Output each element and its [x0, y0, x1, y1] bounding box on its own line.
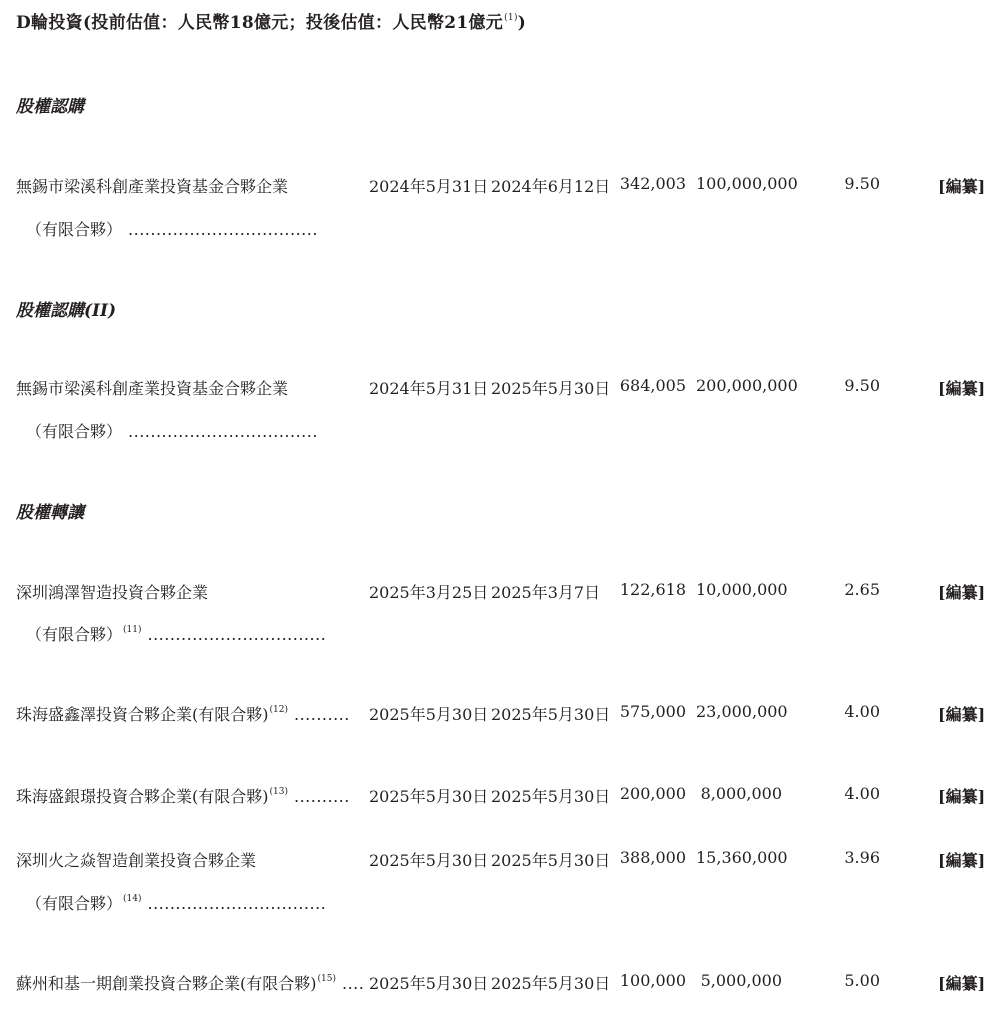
consideration-value: 23,000,000: [696, 702, 788, 721]
title-close: ): [517, 13, 527, 33]
agreement-date: 2025年5月30日: [369, 787, 489, 806]
consideration-value: 10,000,000: [696, 580, 788, 599]
settlement-date: 2024年6月12日: [491, 177, 611, 196]
investor-name-line2: （有限合夥）$^{(14)}$ ................................: [26, 894, 327, 913]
consideration-value: 8,000,000: [700, 784, 782, 803]
title-note: (1): [504, 13, 518, 23]
settlement-date: 2025年3月7日: [491, 583, 601, 602]
price-value: 4.00: [844, 784, 880, 803]
footnote-ref: (13): [269, 787, 288, 797]
investor-name-line2: （有限合夥） ..................................: [26, 220, 318, 239]
price-value: 4.00: [844, 702, 880, 721]
redacted-value: [編纂]: [938, 851, 986, 870]
redacted-value: [編纂]: [938, 177, 986, 196]
price-value: 3.96: [844, 848, 880, 867]
agreement-date: 2025年5月30日: [369, 705, 489, 724]
consideration-value: 5,000,000: [700, 971, 782, 990]
settlement-date: 2025年5月30日: [491, 705, 611, 724]
investor-name-line2: （有限合夥）$^{(11)}$ ................................: [26, 625, 327, 644]
title-text: D輪投資(投前估值：人民幣18億元；投後估值：人民幣21億元: [16, 13, 504, 33]
redacted-value: [編纂]: [938, 787, 986, 806]
investor-name: 深圳火之焱智造創業投資合夥企業: [16, 851, 257, 870]
agreement-date: 2025年5月30日: [369, 974, 489, 993]
redacted-value: [編纂]: [938, 583, 986, 602]
shares-value: 100,000: [619, 971, 686, 990]
investor-name: 無錫市梁溪科創產業投資基金合夥企業: [16, 177, 289, 196]
leader-dots: ....: [341, 974, 365, 993]
shares-value: 388,000: [619, 848, 686, 867]
redacted-value: [編纂]: [938, 974, 986, 993]
shares-value: 342,003: [619, 174, 686, 193]
agreement-date: 2024年5月31日: [369, 177, 489, 196]
investor-name: 珠海盛銀璟投資合夥企業(有限合夥)$^{(13)}$ ..........: [16, 787, 350, 806]
page-title: [16, 8, 526, 33]
consideration-value: 200,000,000: [696, 376, 798, 395]
section-heading-transfer: 股權轉讓: [16, 503, 84, 523]
investor-name: 深圳鴻澤智造投資合夥企業: [16, 583, 209, 602]
leader-dots: ..................................: [128, 220, 318, 239]
shares-value: 575,000: [619, 702, 686, 721]
consideration-value: 100,000,000: [696, 174, 798, 193]
settlement-date: 2025年5月30日: [491, 787, 611, 806]
redacted-value: [編纂]: [938, 379, 986, 398]
settlement-date: 2025年5月30日: [491, 851, 611, 870]
price-value: 5.00: [844, 971, 880, 990]
section-heading-subscription-ii: 股權認購(II): [16, 301, 116, 321]
agreement-date: 2025年5月30日: [369, 851, 489, 870]
leader-dots: ................................: [147, 894, 327, 913]
price-value: 2.65: [844, 580, 880, 599]
shares-value: 684,005: [619, 376, 686, 395]
investor-name: 蘇州和基一期創業投資合夥企業(有限合夥)$^{(15)}$ ....: [16, 974, 365, 993]
section-heading-subscription: 股權認購: [16, 97, 84, 117]
investor-name-line2: （有限合夥） ..................................: [26, 422, 318, 441]
leader-dots: ..........: [293, 787, 350, 806]
footnote-ref: (11): [123, 625, 142, 635]
leader-dots: ..................................: [128, 422, 318, 441]
settlement-date: 2025年5月30日: [491, 974, 611, 993]
agreement-date: 2025年3月25日: [369, 583, 489, 602]
leader-dots: ................................: [147, 625, 327, 644]
footnote-ref: (15): [317, 974, 336, 984]
price-value: 9.50: [844, 376, 880, 395]
shares-value: 200,000: [619, 784, 686, 803]
redacted-value: [編纂]: [938, 705, 986, 724]
investor-name: 無錫市梁溪科創產業投資基金合夥企業: [16, 379, 289, 398]
footnote-ref: (12): [269, 705, 288, 715]
leader-dots: ..........: [293, 705, 350, 724]
shares-value: 122,618: [619, 580, 686, 599]
settlement-date: 2025年5月30日: [491, 379, 611, 398]
price-value: 9.50: [844, 174, 880, 193]
investor-name: 珠海盛鑫澤投資合夥企業(有限合夥)$^{(12)}$ ..........: [16, 705, 350, 724]
consideration-value: 15,360,000: [696, 848, 788, 867]
agreement-date: 2024年5月31日: [369, 379, 489, 398]
footnote-ref: (14): [123, 894, 142, 904]
